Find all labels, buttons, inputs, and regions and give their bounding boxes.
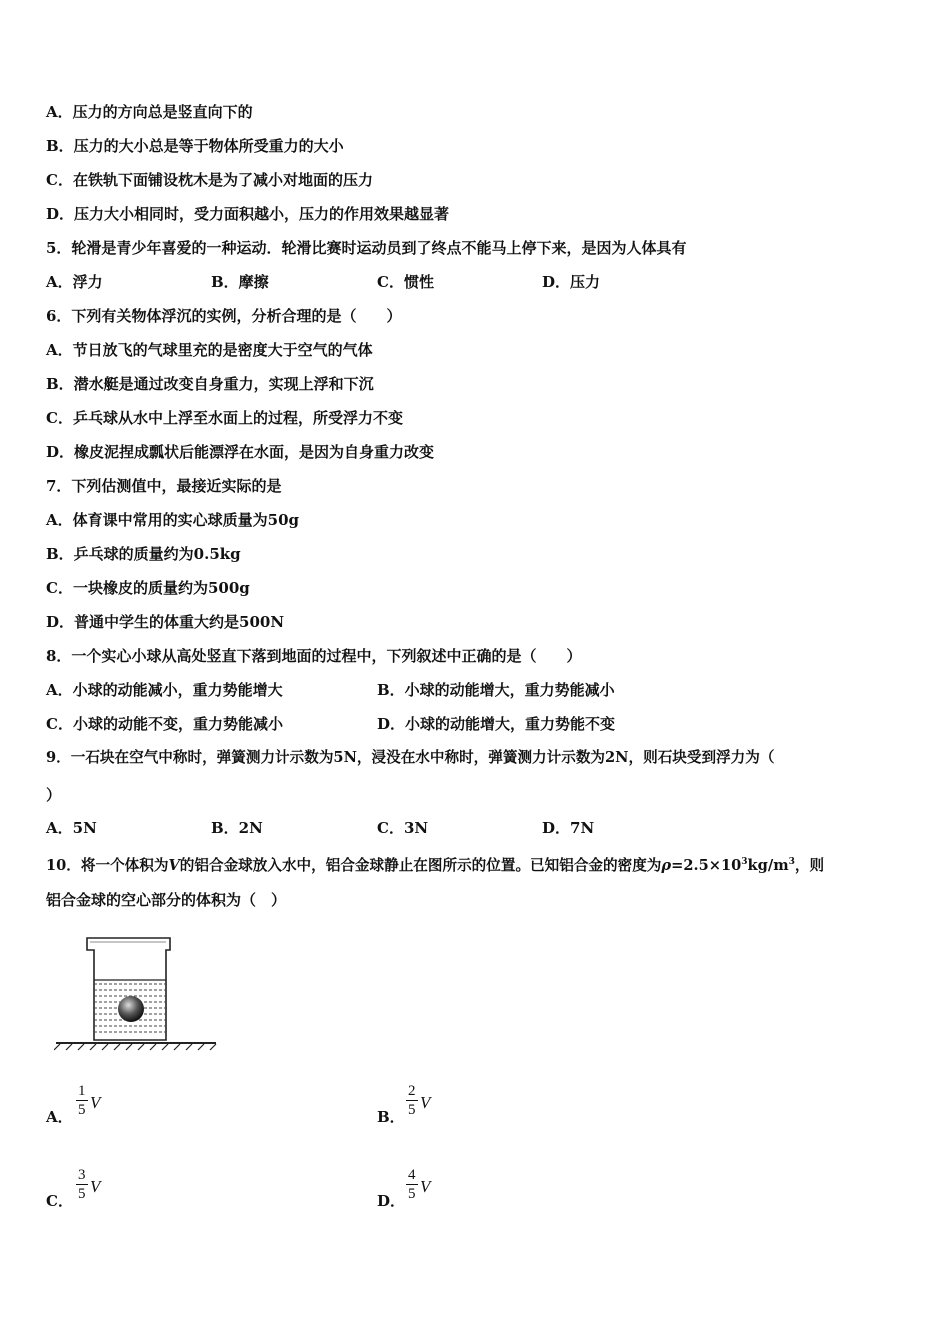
q6-option-d: D．橡皮泥捏成瓢状后能漂浮在水面，是因为自身重力改变 xyxy=(46,443,435,461)
q10-option-b-var: V xyxy=(420,1093,431,1112)
fraction-denominator: 5 xyxy=(78,1102,86,1118)
q10-stem-part: 10．将一个体积为 xyxy=(46,856,169,874)
q9-option-c: C．3N xyxy=(377,819,429,837)
q4-option-c: C．在铁轨下面铺设枕木是为了减小对地面的压力 xyxy=(46,171,373,189)
q8-stem: 8．一个实心小球从高处竖直下落到地面的过程中，下列叙述中正确的是（ ） xyxy=(46,647,582,665)
q5-option-a: A．浮力 xyxy=(46,273,103,291)
fraction-denominator: 5 xyxy=(408,1102,416,1118)
q9-stem: 9．一石块在空气中称时，弹簧测力计示数为5N，浸没在水中称时，弹簧测力计示数为2N，则石块受到浮力为（ xyxy=(46,749,775,766)
q6-option-a: A．节日放飞的气球里充的是密度大于空气的气体 xyxy=(46,341,373,359)
q5-option-d: D．压力 xyxy=(542,273,601,291)
q4-option-d: D．压力大小相同时，受力面积越小，压力的作用效果越显著 xyxy=(46,205,450,223)
ball-icon xyxy=(118,996,144,1022)
fraction-numerator: 2 xyxy=(408,1083,416,1099)
q8-option-a: A．小球的动能减小，重力势能增大 xyxy=(46,681,283,699)
fraction-denominator: 5 xyxy=(408,1186,416,1202)
q6-option-b: B．潜水艇是通过改变自身重力，实现上浮和下沉 xyxy=(46,375,374,393)
q7-stem: 7．下列估测值中，最接近实际的是 xyxy=(46,477,282,495)
fraction-numerator: 4 xyxy=(408,1167,416,1183)
q10-option-c-label: C． xyxy=(46,1192,73,1210)
fraction-denominator: 5 xyxy=(78,1186,86,1202)
q10-option-c-fraction xyxy=(76,1166,88,1203)
q8-option-d: D．小球的动能增大，重力势能不变 xyxy=(377,715,616,733)
q9-option-b: B．2N xyxy=(211,819,263,837)
q10-stem-line2: 铝合金球的空心部分的体积为（ ） xyxy=(46,891,287,909)
q10-stem-rho: ρ xyxy=(661,856,672,874)
q7-option-b: B．乒乓球的质量约为0.5kg xyxy=(46,545,241,563)
q10-stem-exponent: 3 xyxy=(741,857,748,867)
q10-option-d-label: D． xyxy=(377,1192,406,1210)
q5-stem: 5．轮滑是青少年喜爱的一种运动．轮滑比赛时运动员到了终点不能马上停下来，是因为人体具有 xyxy=(46,239,687,257)
q6-stem: 6．下列有关物体浮沉的实例，分析合理的是（ ） xyxy=(46,307,402,325)
q7-option-d: D．普通中学生的体重大约是500N xyxy=(46,613,285,631)
q7-option-a: A．体育课中常用的实心球质量为50g xyxy=(46,511,300,529)
q7-option-c: C．一块橡皮的质量约为500g xyxy=(46,579,250,597)
q9-stem-end: ） xyxy=(46,786,62,804)
q10-option-b-fraction xyxy=(406,1082,418,1119)
q10-stem-part: =2.5×10 xyxy=(671,856,742,874)
q10-stem xyxy=(46,852,824,876)
q4-option-a: A．压力的方向总是竖直向下的 xyxy=(46,103,253,121)
q8-option-c: C．小球的动能不变，重力势能减小 xyxy=(46,715,283,733)
q10-stem-part: kg/m xyxy=(747,856,789,874)
q4-option-b: B．压力的大小总是等于物体所受重力的大小 xyxy=(46,137,344,155)
q10-option-d-var: V xyxy=(420,1177,431,1196)
q10-option-a-fraction xyxy=(76,1082,88,1119)
q5-option-b: B．摩擦 xyxy=(211,273,269,291)
q5-option-c: C．惯性 xyxy=(377,273,434,291)
q10-stem-part: 的铝合金球放入水中，铝合金球静止在图所示的位置。已知铝合金的密度为 xyxy=(179,856,662,874)
q10-option-d-fraction xyxy=(406,1166,418,1203)
q10-option-a-var: V xyxy=(90,1093,101,1112)
fraction-numerator: 1 xyxy=(78,1083,86,1099)
q10-stem-part: ，则 xyxy=(794,856,825,874)
fraction-numerator: 3 xyxy=(78,1167,86,1183)
q10-stem-volume-var: V xyxy=(168,856,180,874)
q10-stem-exponent: 3 xyxy=(788,857,795,867)
q10-option-b-label: B． xyxy=(377,1108,405,1126)
beaker-figure xyxy=(54,932,218,1056)
q8-option-b: B．小球的动能增大，重力势能减小 xyxy=(377,681,615,699)
q10-option-a-label: A． xyxy=(46,1108,73,1126)
q6-option-c: C．乒乓球从水中上浮至水面上的过程，所受浮力不变 xyxy=(46,409,403,427)
q10-option-c-var: V xyxy=(90,1177,101,1196)
q9-option-d: D．7N xyxy=(542,819,595,837)
q9-option-a: A．5N xyxy=(46,819,97,837)
